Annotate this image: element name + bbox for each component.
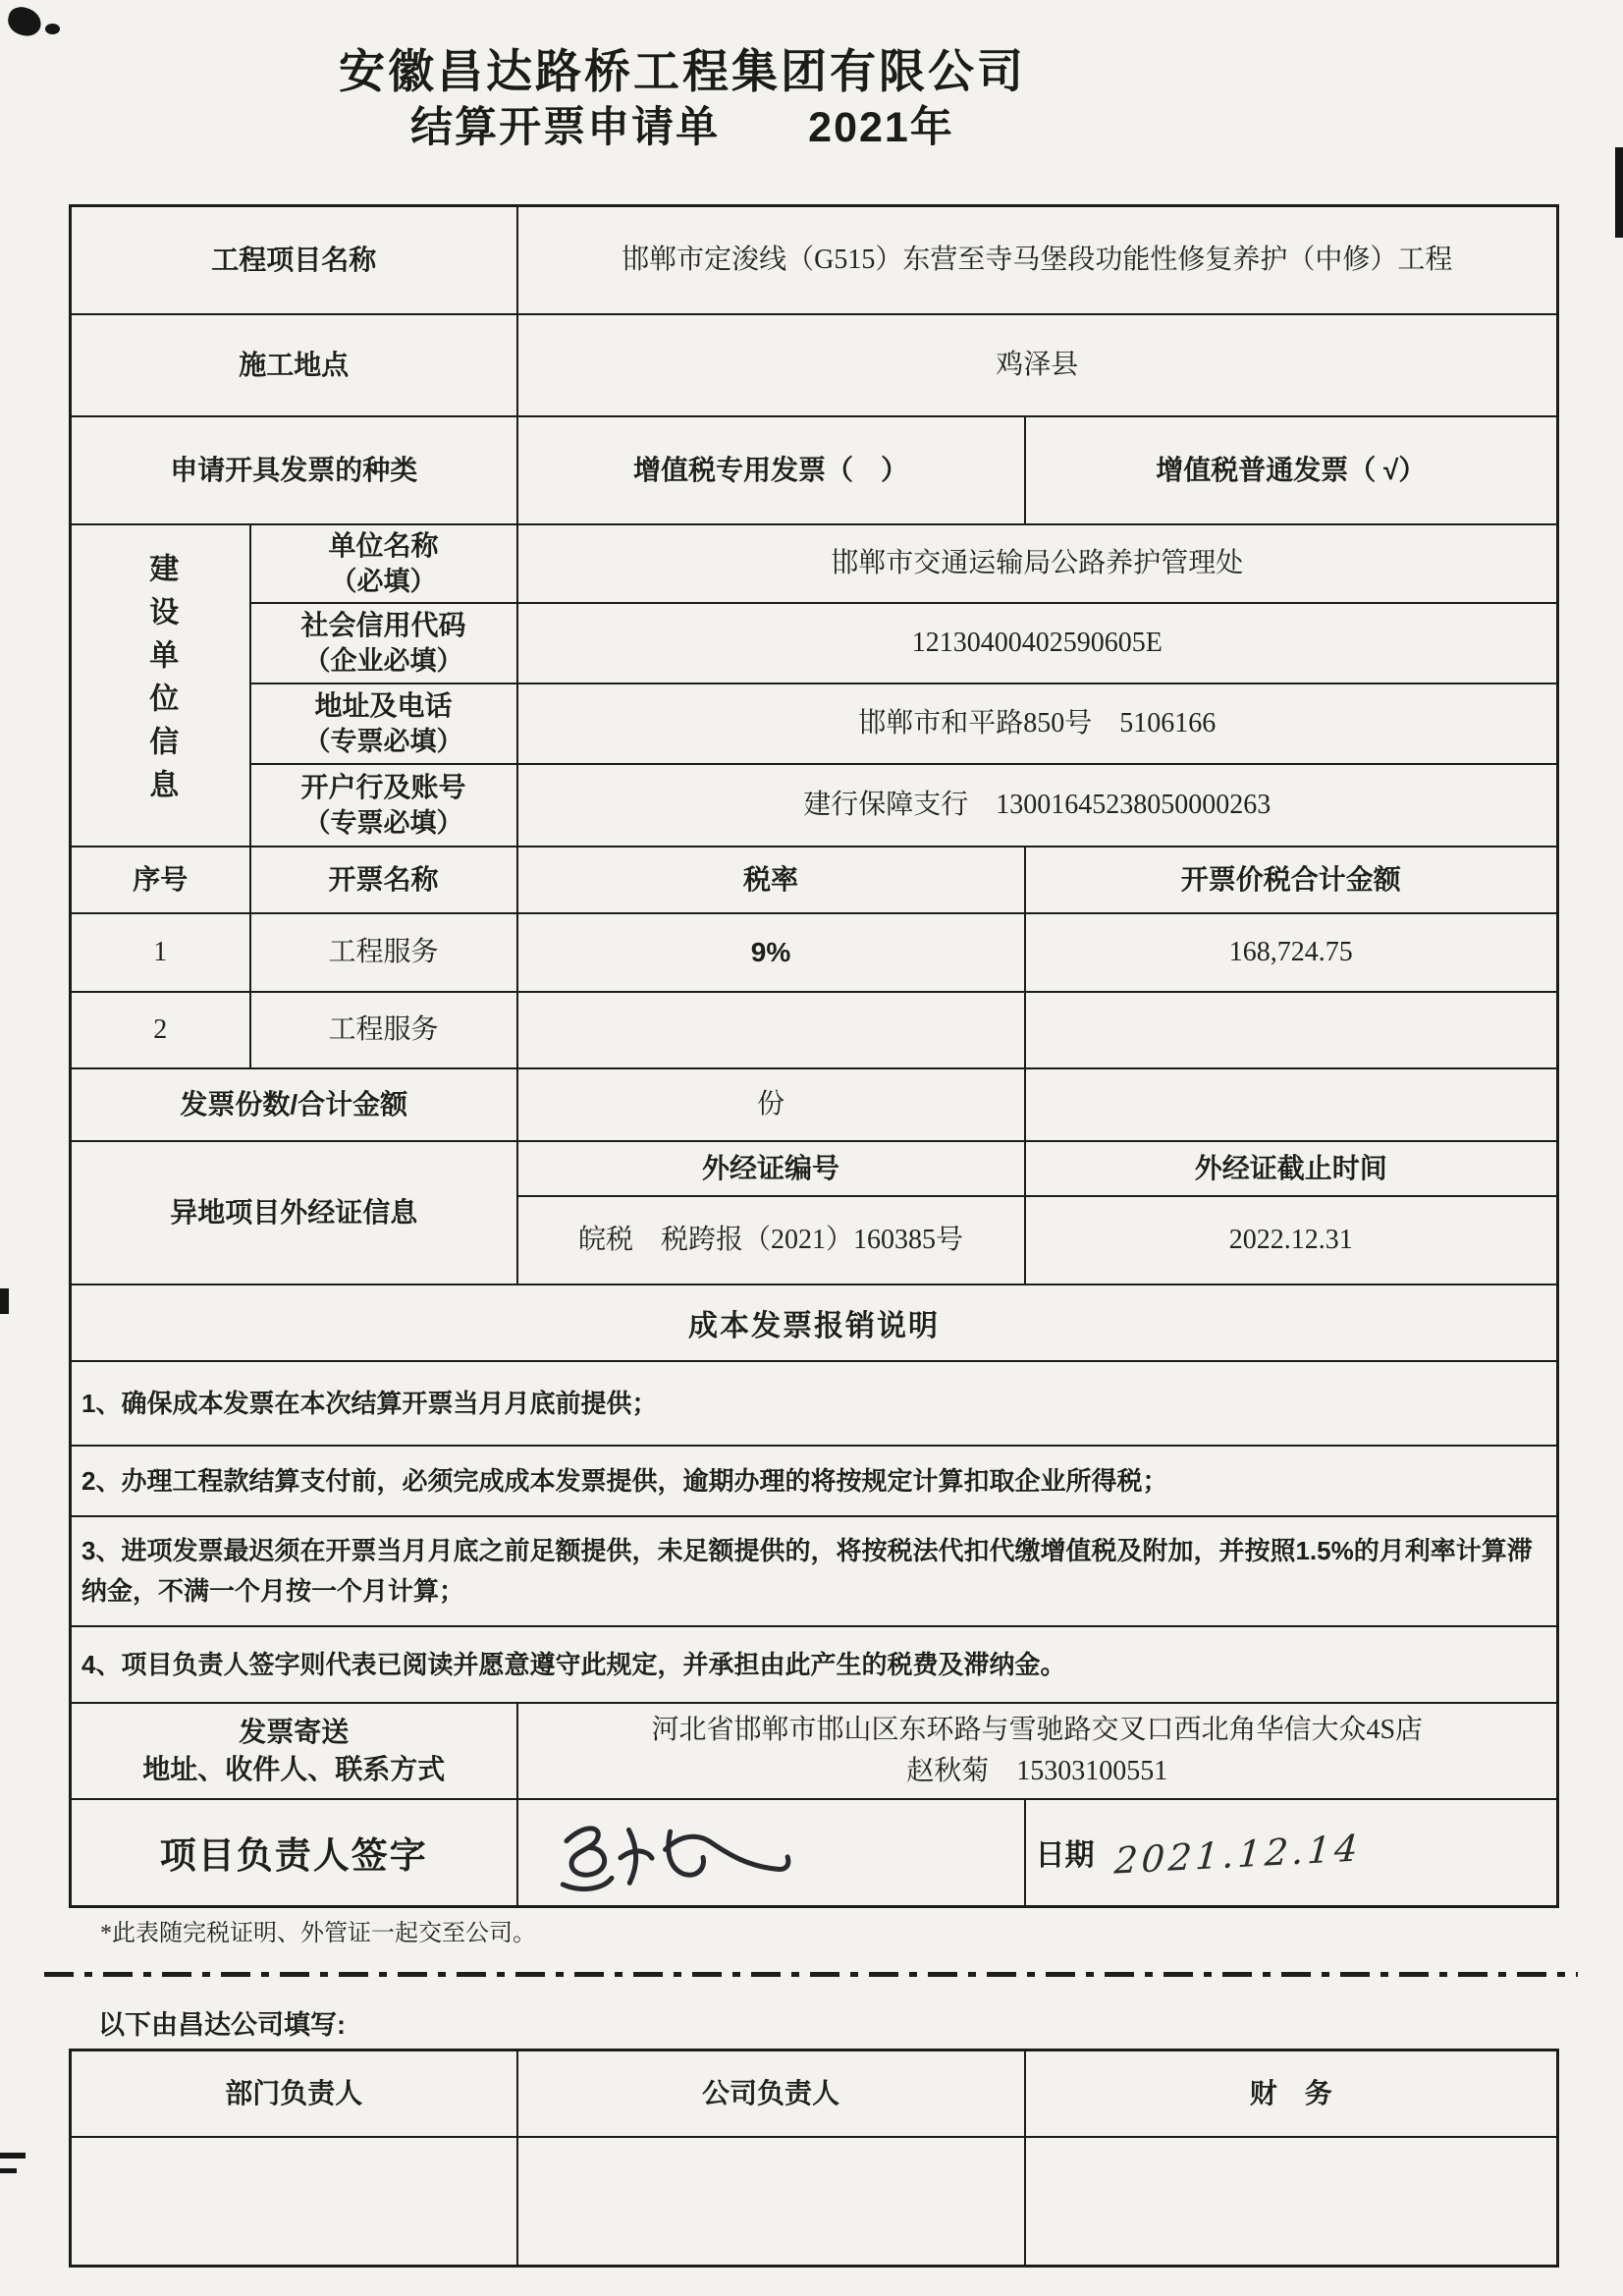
scan-artifact: [0, 2168, 17, 2173]
items-header-no: 序号: [71, 847, 250, 913]
table-row: [71, 992, 1558, 1068]
table-row: [71, 913, 1558, 992]
form-title: 结算开票申请单 2021年: [410, 104, 954, 151]
bank-account-label-line1: 开户行及账号: [300, 771, 466, 802]
owner-name-value: 邯郸市交通运输局公路养护管理处: [517, 524, 1558, 603]
project-name-label: 工程项目名称: [71, 206, 517, 314]
item-1-no: 1: [71, 913, 250, 992]
permit-section-label: 异地项目外经证信息: [71, 1141, 517, 1285]
items-header-name: 开票名称: [250, 847, 517, 913]
item-2-rate: [517, 992, 1025, 1068]
project-name-value: 邯郸市定浚线（G515）东营至寺马堡段功能性修复养护（中修）工程: [517, 206, 1558, 314]
mailing-value: [517, 1703, 1558, 1799]
scan-artifact: [5, 4, 44, 38]
notes-section-header: 成本发票报销说明: [71, 1285, 1558, 1361]
approval-finance-cell: [1025, 2137, 1558, 2267]
credit-code-value: 12130400402590605E: [517, 603, 1558, 683]
item-2-name: 工程服务: [250, 992, 517, 1068]
signature-label: 项目负责人签字: [71, 1799, 517, 1907]
owner-name-label-line2: （必填）: [330, 567, 437, 597]
copies-amount-empty-cell: [1025, 1068, 1558, 1141]
note-clause-1: 1、确保成本发票在本次结算开票当月月底前提供；: [71, 1361, 1558, 1446]
owner-info-section-label: 建设单位信息: [144, 553, 178, 813]
note-clause-2: 2、办理工程款结算支付前，必须完成成本发票提供，逾期办理的将按规定计算扣取企业所得税；: [71, 1446, 1558, 1516]
date-label: 日期: [1035, 1839, 1095, 1873]
approval-company-cell: [517, 2137, 1025, 2267]
item-2-amount: [1025, 992, 1558, 1068]
item-1-name: 工程服务: [250, 913, 517, 992]
date-handwriting: 2021.12.14: [1112, 1827, 1363, 1883]
location-label: 施工地点: [71, 314, 517, 416]
scan-artifact: [1615, 147, 1623, 238]
address-phone-value: 邯郸市和平路850号 5106166: [517, 683, 1558, 764]
invoice-type-general-option: 增值税普通发票（ √）: [1025, 416, 1558, 524]
items-header-rate: 税率: [517, 847, 1025, 913]
date-cell: [1025, 1799, 1558, 1907]
footnote: *此表随完税证明、外管证一起交至公司。: [100, 1921, 536, 1946]
location-value: 鸡泽县: [517, 314, 1558, 416]
copies-unit: 份: [517, 1068, 1025, 1141]
note-clause-4: 4、项目负责人签字则代表已阅读并愿意遵守此规定，并承担由此产生的税费及滞纳金。: [71, 1626, 1558, 1703]
approval-header-finance: 财 务: [1025, 2050, 1558, 2137]
approval-header-company: 公司负责人: [517, 2050, 1025, 2137]
items-header-amount: 开票价税合计金额: [1025, 847, 1558, 913]
bank-account-label-line2: （专票必填）: [303, 808, 463, 839]
address-phone-label: [250, 683, 517, 764]
approval-header-department: 部门负责人: [71, 2050, 517, 2137]
permit-deadline-header: 外经证截止时间: [1025, 1141, 1558, 1196]
invoice-type-special-option: 增值税专用发票（ ）: [517, 416, 1025, 524]
approval-department-cell: [71, 2137, 517, 2267]
scan-artifact: [45, 24, 60, 34]
bank-account-label: [250, 764, 517, 847]
owner-name-label: [250, 524, 517, 603]
signature-scribble-icon: [543, 1799, 803, 1907]
permit-no-value: 皖税 税跨报（2021）160385号: [517, 1196, 1025, 1285]
main-form-table: [69, 204, 1559, 1908]
scan-artifact: [0, 1288, 9, 1314]
bank-account-value: 建行保障支行 13001645238050000263: [517, 764, 1558, 847]
copies-label: 发票份数/合计金额: [71, 1068, 517, 1141]
approval-empty-row: [71, 2137, 1558, 2267]
address-phone-label-line1: 地址及电话: [314, 689, 453, 721]
permit-no-header: 外经证编号: [517, 1141, 1025, 1196]
note-clause-3: 3、进项发票最迟须在开票当月月底之前足额提供，未足额提供的，将按税法代扣代缴增值税及附加，并按照1.5%的月利率计算滞纳金，不满一个月按一个月计算；: [71, 1516, 1558, 1626]
signature-handwriting: [543, 1799, 803, 1907]
item-1-amount: 168,724.75: [1025, 913, 1558, 992]
dashed-divider: [44, 1972, 1578, 1977]
approval-table: [69, 2049, 1559, 2268]
mailing-label-line1: 发票寄送: [239, 1716, 350, 1747]
mailing-label: [71, 1703, 517, 1799]
scan-artifact: [0, 2153, 26, 2159]
company-fill-hint: 以下由昌达公司填写:: [98, 2010, 346, 2040]
invoice-type-label: 申请开具发票的种类: [71, 416, 517, 524]
credit-code-label-line2: （企业必填）: [303, 646, 463, 677]
owner-info-section-cell: [71, 524, 250, 847]
company-title: 安徽昌达路桥工程集团有限公司: [339, 45, 1026, 97]
address-phone-label-line2: （专票必填）: [303, 727, 463, 757]
credit-code-label-line1: 社会信用代码: [300, 609, 466, 640]
permit-deadline-value: 2022.12.31: [1025, 1196, 1558, 1285]
mailing-recipient: 赵秋菊 15303100551: [906, 1755, 1168, 1786]
mailing-label-line2: 地址、收件人、联系方式: [142, 1753, 446, 1784]
owner-name-label-line1: 单位名称: [328, 529, 439, 561]
mailing-address: 河北省邯郸市邯山区东环路与雪驰路交叉口西北角华信大众4S店: [651, 1714, 1424, 1745]
credit-code-label: [250, 603, 517, 683]
signature-cell: [517, 1799, 1025, 1907]
item-1-rate: 9%: [517, 913, 1025, 992]
item-2-no: 2: [71, 992, 250, 1068]
